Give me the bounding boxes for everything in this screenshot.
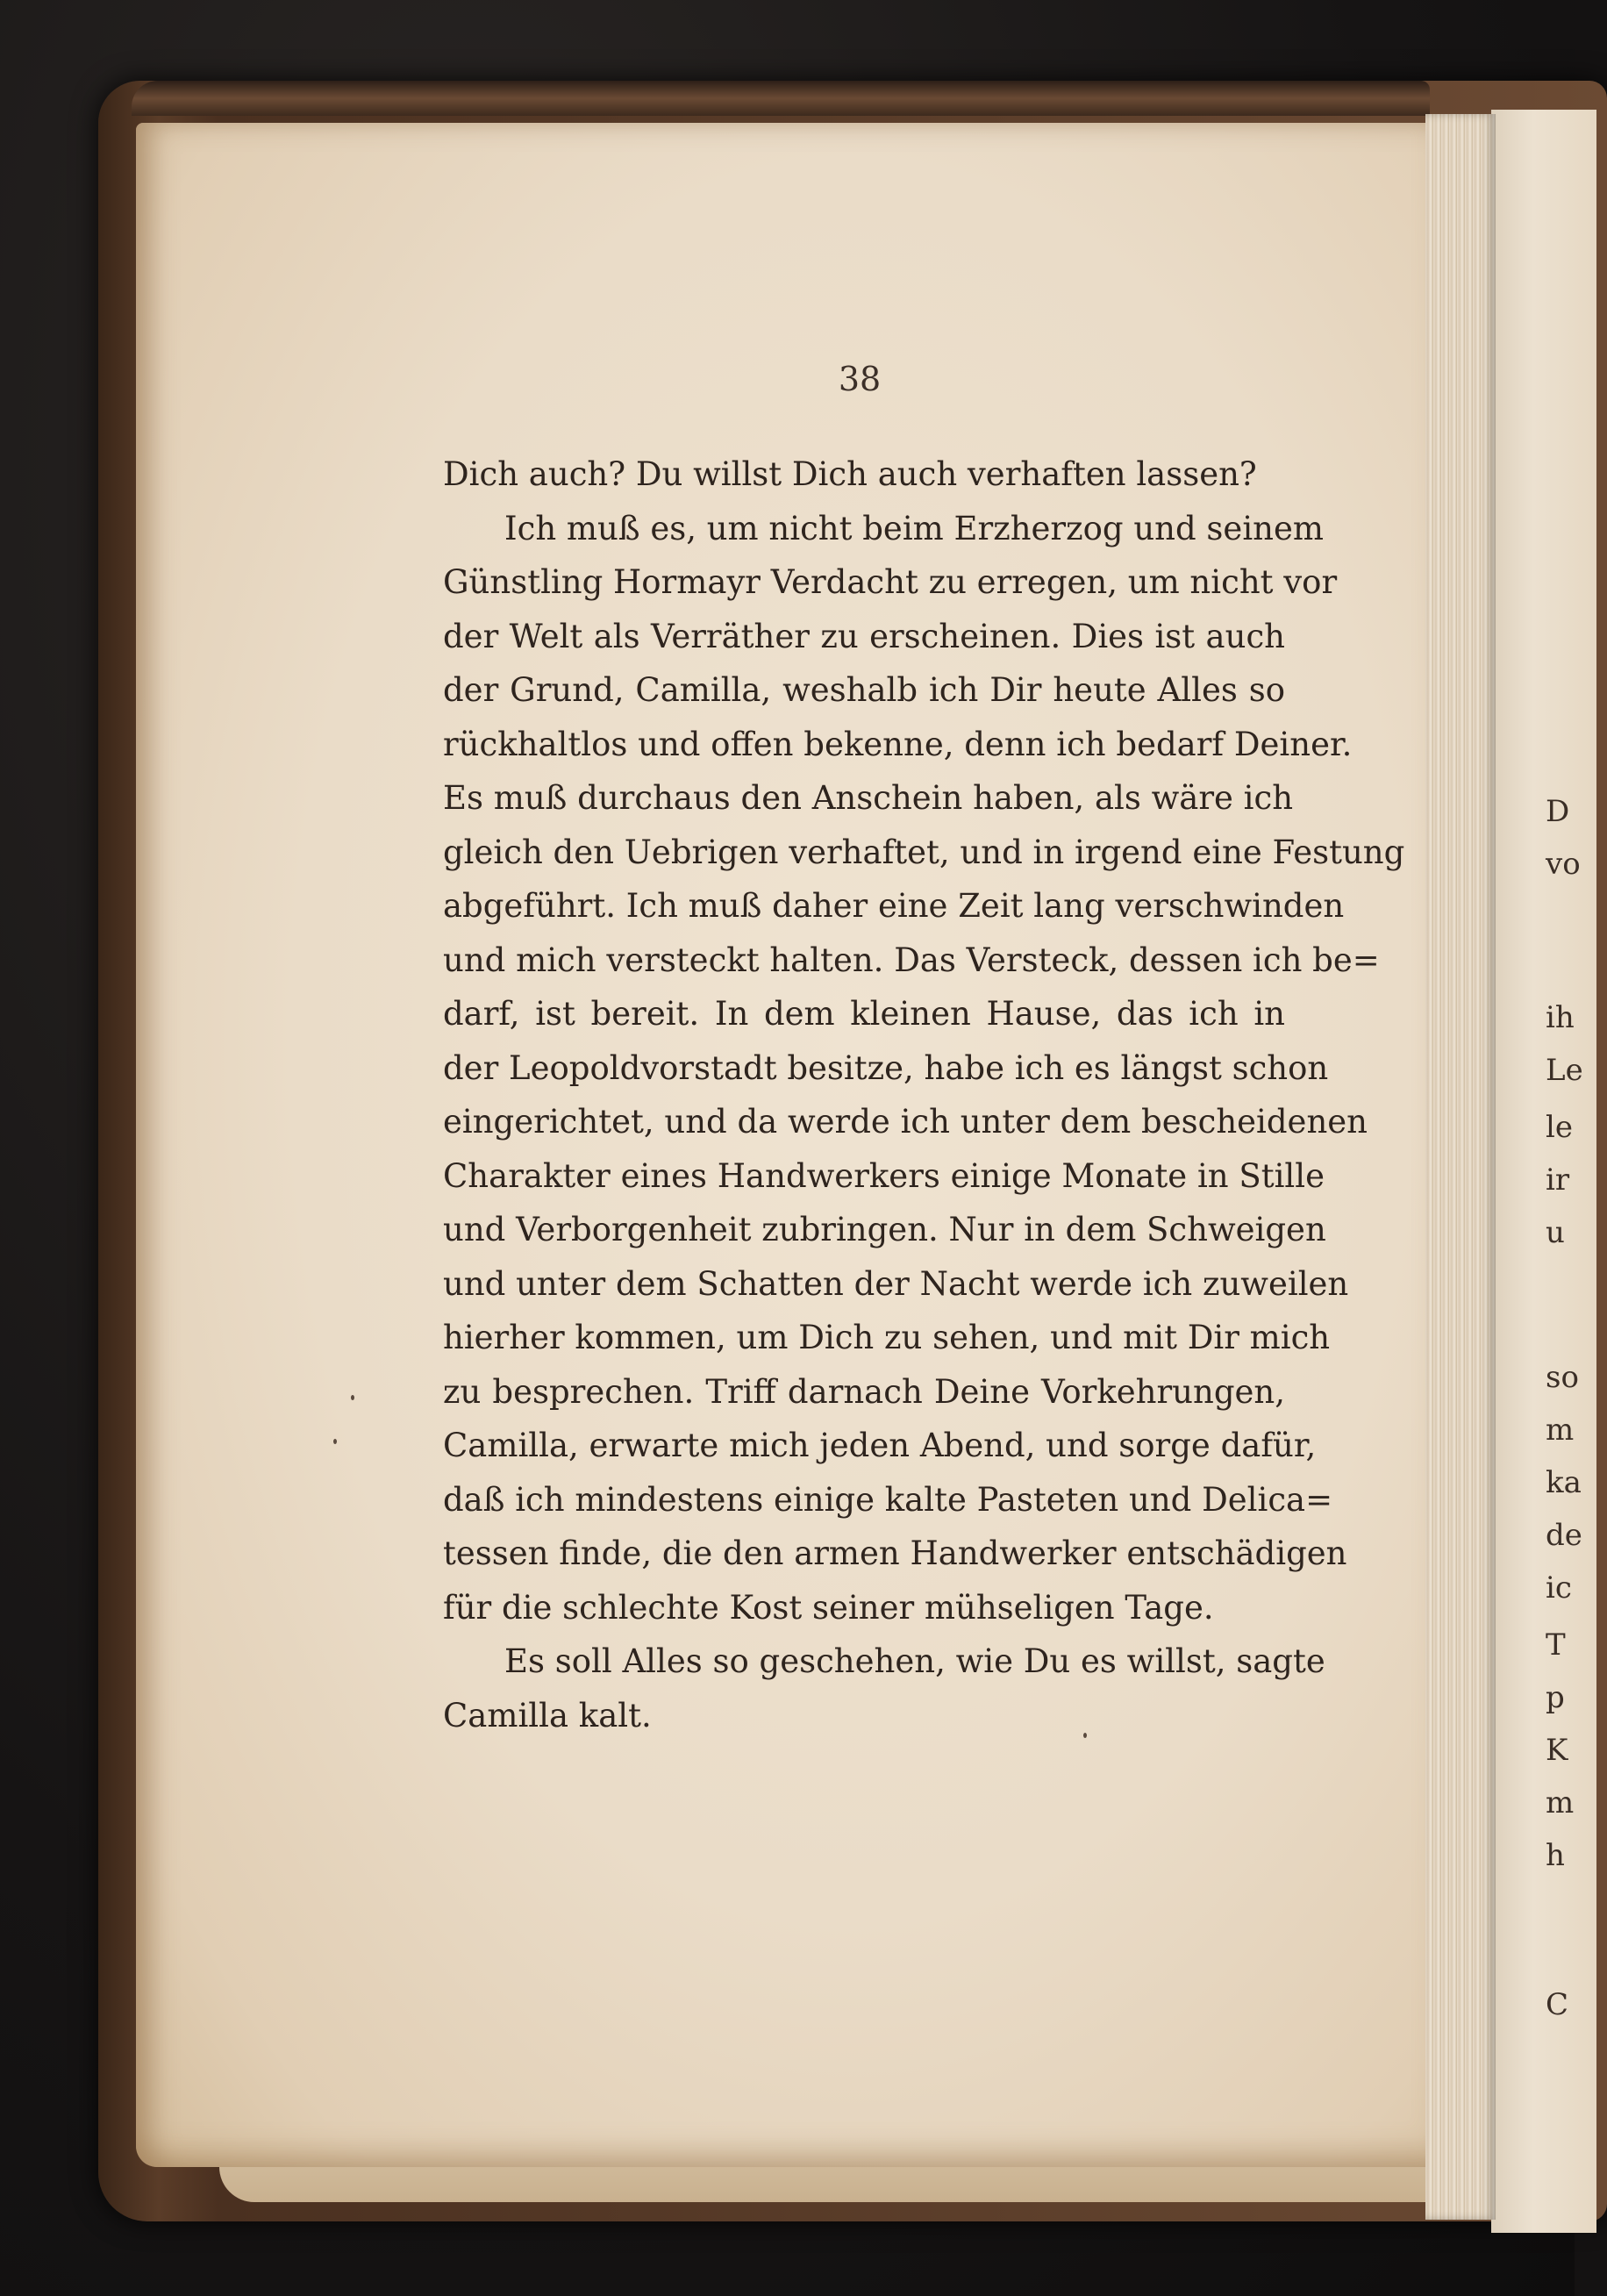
facing-page-fragment: m bbox=[1546, 1413, 1575, 1448]
facing-page-fragment: le bbox=[1546, 1110, 1573, 1145]
paper-speck bbox=[333, 1439, 337, 1444]
text-line: rückhaltlos und offen bekenne, denn ich bedarf Deiner. bbox=[443, 725, 1353, 763]
text-line: Camilla, erwarte mich jeden Abend, und sorge dafür, bbox=[443, 1427, 1317, 1464]
text-line: darf, ist bereit. In dem kleinen Hause, das ich in bbox=[443, 995, 1285, 1033]
facing-page-fragment: u bbox=[1546, 1215, 1565, 1250]
text-line: und Verborgenheit zubringen. Nur in dem Schweigen bbox=[443, 1211, 1326, 1248]
text-line: und mich versteckt halten. Das Versteck, dessen ich be= bbox=[443, 941, 1380, 979]
facing-page-fragment: h bbox=[1546, 1838, 1565, 1873]
facing-page-fragment: vo bbox=[1546, 847, 1581, 882]
text-line: für die schlechte Kost seiner mühseligen Tage. bbox=[443, 1588, 1214, 1627]
page-number: 38 bbox=[838, 360, 882, 398]
facing-page-fragment: p bbox=[1546, 1680, 1565, 1715]
text-line: gleich den Uebrigen verhaftet, und in irgend eine Festung bbox=[443, 833, 1405, 871]
facing-page-fragment: D bbox=[1546, 794, 1570, 829]
text-line: tessen finde, die den armen Handwerker entschädigen bbox=[443, 1534, 1347, 1572]
book-gutter bbox=[1425, 114, 1496, 2220]
facing-page-fragment: ic bbox=[1546, 1570, 1572, 1606]
facing-page-fragment: ih bbox=[1546, 1000, 1575, 1035]
text-line: der Welt als Verräther zu erscheinen. Dies ist auch bbox=[443, 617, 1285, 655]
paper-speck bbox=[1083, 1733, 1087, 1738]
text-line: eingerichtet, und da werde ich unter dem bescheidenen bbox=[443, 1103, 1368, 1141]
facing-page-fragment: ka bbox=[1546, 1465, 1582, 1500]
facing-page-fragment: de bbox=[1546, 1518, 1582, 1553]
facing-page-fragment: C bbox=[1546, 1987, 1569, 2022]
facing-page-fragment: ir bbox=[1546, 1162, 1570, 1198]
text-line: Camilla kalt. bbox=[443, 1696, 652, 1735]
page-text bbox=[443, 447, 1405, 1742]
facing-page-fragment: Le bbox=[1546, 1053, 1583, 1088]
cover-top-edge bbox=[132, 81, 1430, 116]
text-line: Ich muß es, um nicht beim Erzherzog und seinem bbox=[504, 509, 1324, 547]
facing-page-fragment: m bbox=[1546, 1785, 1575, 1820]
text-line: Charakter eines Handwerkers einige Monate in Stille bbox=[443, 1156, 1325, 1195]
text-line: Dich auch? Du willst Dich auch verhaften lassen? bbox=[443, 455, 1257, 493]
text-line: hierher kommen, um Dich zu sehen, und mit Dir mich bbox=[443, 1319, 1331, 1356]
text-line: zu besprechen. Triff darnach Deine Vorkehrungen, bbox=[443, 1372, 1285, 1411]
text-line: daß ich mindestens einige kalte Pasteten und Delica= bbox=[443, 1480, 1333, 1519]
text-line: Es muß durchaus den Anschein haben, als wäre ich bbox=[443, 779, 1294, 817]
facing-page-fragment: K bbox=[1546, 1733, 1568, 1768]
text-line: abgeführt. Ich muß daher eine Zeit lang verschwinden bbox=[443, 887, 1345, 925]
facing-page-fragment: T bbox=[1546, 1627, 1566, 1663]
facing-page-fragment: so bbox=[1546, 1360, 1579, 1395]
text-line: Günstling Hormayr Verdacht zu erregen, um nicht vor bbox=[443, 563, 1338, 601]
text-line: der Leopoldvorstadt besitze, habe ich es längst schon bbox=[443, 1048, 1329, 1087]
text-line: Es soll Alles so geschehen, wie Du es willst, sagte bbox=[504, 1642, 1325, 1680]
text-line: und unter dem Schatten der Nacht werde ich zuweilen bbox=[443, 1264, 1349, 1303]
facing-page bbox=[1491, 110, 1596, 2233]
paper-speck bbox=[351, 1395, 354, 1400]
text-line: der Grund, Camilla, weshalb ich Dir heute Alles so bbox=[443, 671, 1285, 709]
